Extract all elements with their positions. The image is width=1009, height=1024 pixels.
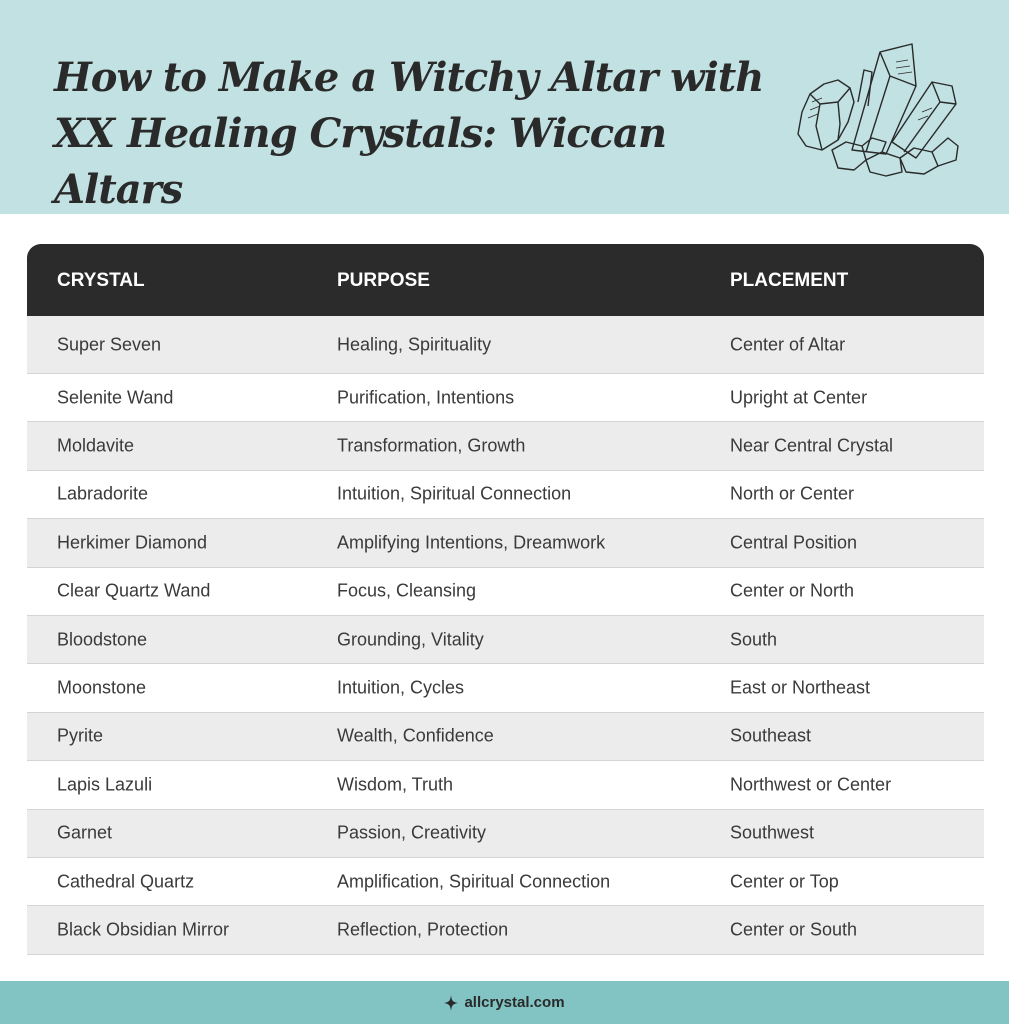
cell-purpose: Amplifying Intentions, Dreamwork	[337, 532, 606, 553]
table-row	[27, 316, 984, 374]
cell-crystal: Moldavite	[57, 435, 135, 456]
cell-crystal: Labradorite	[57, 483, 149, 504]
cell-purpose: Healing, Spirituality	[337, 334, 492, 354]
cell-purpose: Amplification, Spiritual Connection	[337, 871, 611, 892]
crystal-table	[27, 244, 984, 955]
cell-purpose: Intuition, Spiritual Connection	[337, 483, 572, 504]
cell-purpose: Passion, Creativity	[337, 822, 487, 843]
cell-purpose: Wealth, Confidence	[337, 725, 494, 746]
cell-crystal: Bloodstone	[57, 629, 148, 650]
table-row	[27, 858, 984, 906]
cell-placement: North or Center	[730, 483, 855, 504]
cell-placement: Center or South	[730, 919, 858, 940]
cell-purpose: Focus, Cleansing	[337, 580, 477, 601]
column-header-crystal: CRYSTAL	[57, 270, 145, 291]
cell-placement: East or Northeast	[730, 677, 871, 698]
column-header-purpose: PURPOSE	[337, 270, 430, 291]
cell-placement: Center of Altar	[730, 334, 846, 354]
cell-placement: South	[730, 629, 778, 650]
table-row	[27, 906, 984, 954]
cell-crystal: Garnet	[57, 822, 113, 843]
table-row	[27, 713, 984, 761]
footer-bar	[0, 981, 1009, 1024]
table-row	[27, 422, 984, 470]
crystal-cluster-icon	[792, 42, 962, 178]
cell-placement: Center or Top	[730, 871, 839, 892]
column-header-placement: PLACEMENT	[730, 270, 849, 291]
cell-crystal: Selenite Wand	[57, 387, 174, 408]
cell-crystal: Clear Quartz Wand	[57, 580, 211, 601]
cell-purpose: Wisdom, Truth	[337, 774, 454, 795]
site-link[interactable]: allcrystal.com	[464, 994, 565, 1011]
page-title	[54, 50, 794, 218]
cell-placement: Near Central Crystal	[730, 435, 894, 456]
cell-crystal: Cathedral Quartz	[57, 871, 195, 892]
title-line-1: How to Make a Witchy Altar with	[54, 54, 764, 101]
cell-purpose: Intuition, Cycles	[337, 677, 465, 698]
table-row	[27, 810, 984, 858]
sparkle-star-icon	[444, 995, 458, 1011]
cell-crystal: Pyrite	[57, 725, 104, 746]
cell-placement: Central Position	[730, 532, 858, 553]
cell-purpose: Purification, Intentions	[337, 387, 515, 408]
cell-crystal: Herkimer Diamond	[57, 532, 208, 553]
cell-placement: Northwest or Center	[730, 774, 892, 795]
cell-placement: Upright at Center	[730, 387, 868, 408]
cell-purpose: Reflection, Protection	[337, 919, 509, 940]
table-row	[27, 568, 984, 616]
table-header	[27, 244, 984, 316]
table-row	[27, 519, 984, 567]
cell-placement: Southwest	[730, 822, 815, 843]
header-banner	[0, 0, 1009, 214]
table-row	[27, 761, 984, 809]
cell-crystal: Moonstone	[57, 677, 147, 698]
cell-purpose: Grounding, Vitality	[337, 629, 484, 650]
cell-crystal: Black Obsidian Mirror	[57, 919, 230, 940]
table-row	[27, 471, 984, 519]
cell-purpose: Transformation, Growth	[337, 435, 526, 456]
cell-crystal: Lapis Lazuli	[57, 774, 153, 795]
cell-crystal: Super Seven	[57, 334, 162, 354]
table-row	[27, 664, 984, 712]
title-line-2: XX Healing Crystals: Wiccan Altars	[54, 110, 667, 213]
cell-placement: Center or North	[730, 580, 855, 601]
table-row	[27, 374, 984, 422]
table-row	[27, 616, 984, 664]
cell-placement: Southeast	[730, 725, 812, 746]
